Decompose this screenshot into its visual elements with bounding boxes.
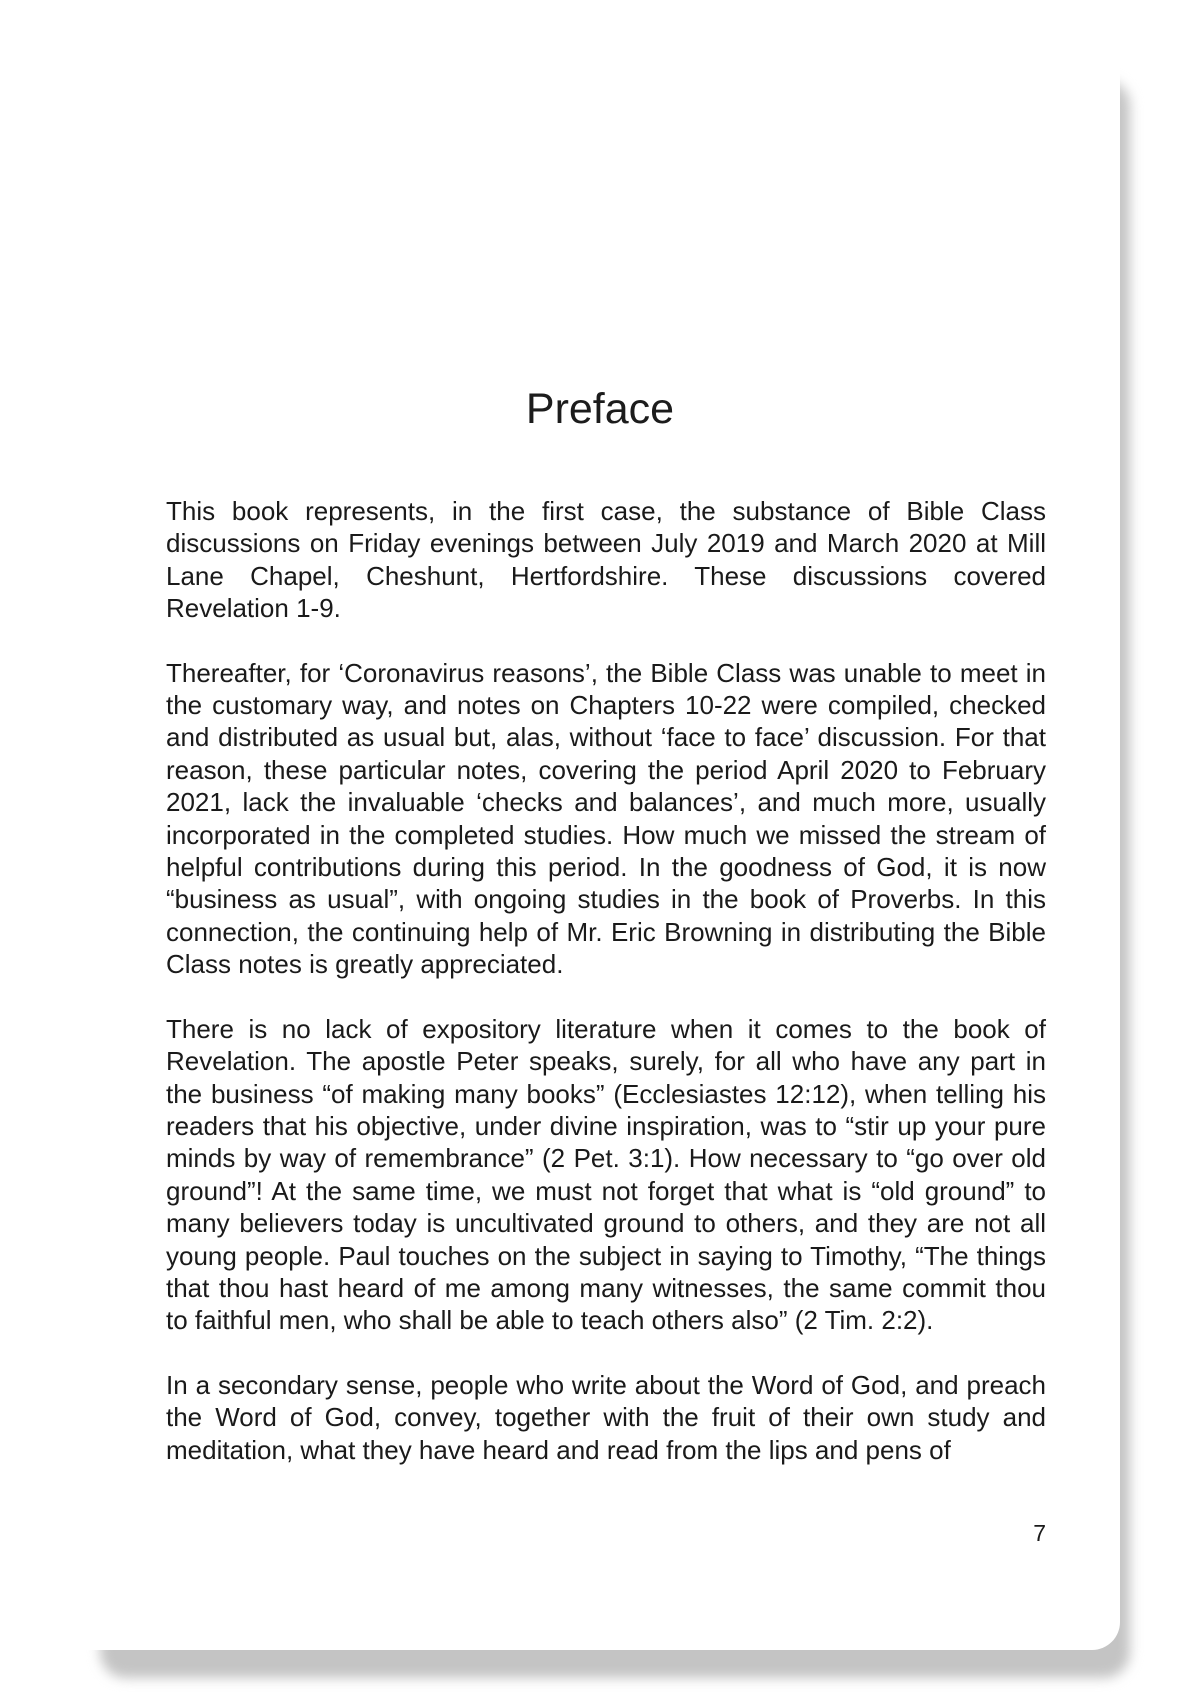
page-number: 7: [1033, 1520, 1046, 1546]
paragraph-4: In a secondary sense, people who write about the Word of God, and preach the Word of God, convey, together with the fruit of their own study and meditation, what they have heard and read from the lips and pens of: [166, 1369, 1046, 1465]
paragraph-3: There is no lack of expository literature when it comes to the book of Revelation. The apostle Peter speaks, surely, for all who have any part in the business “of making many books” (Ecclesiastes 12:12), when telling his readers that his objective, under divine inspiration, was to “stir up your pure minds by way of remembrance” (2 Pet. 3:1). How necessary to “go over old ground”! At the same time, we must not forget that what is “old ground” to many believers today is uncultivated ground to others, and they are not all young people. Paul touches on the subject in saying to Timothy, “The things that thou hast heard of me among many witnesses, the same commit thou to faithful men, who shall be able to teach others also” (2 Tim. 2:2).: [166, 1013, 1046, 1336]
paragraph-2: Thereafter, for ‘Coronavirus reasons’, the Bible Class was unable to meet in the customary way, and notes on Chapters 10-22 were compiled, checked and distributed as usual but, alas, without ‘face to face’ discussion. For that reason, these particular notes, covering the period April 2020 to February 2021, lack the invaluable ‘checks and balances’, and much more, usually incorporated in the completed studies. How much we missed the stream of helpful contributions during this period. In the goodness of God, it is now “business as usual”, with ongoing studies in the book of Proverbs. In this connection, the continuing help of Mr. Eric Browning in distributing the Bible Class notes is greatly appreciated.: [166, 657, 1046, 980]
page-title: Preface: [525, 385, 675, 433]
paragraph-1: This book represents, in the first case, the substance of Bible Class discussions on Friday evenings between July 2019 and March 2020 at Mill Lane Chapel, Cheshunt, Hertfordshire. These discussions covered Revelation 1-9.: [166, 496, 1046, 624]
body-text: [166, 495, 1046, 1498]
